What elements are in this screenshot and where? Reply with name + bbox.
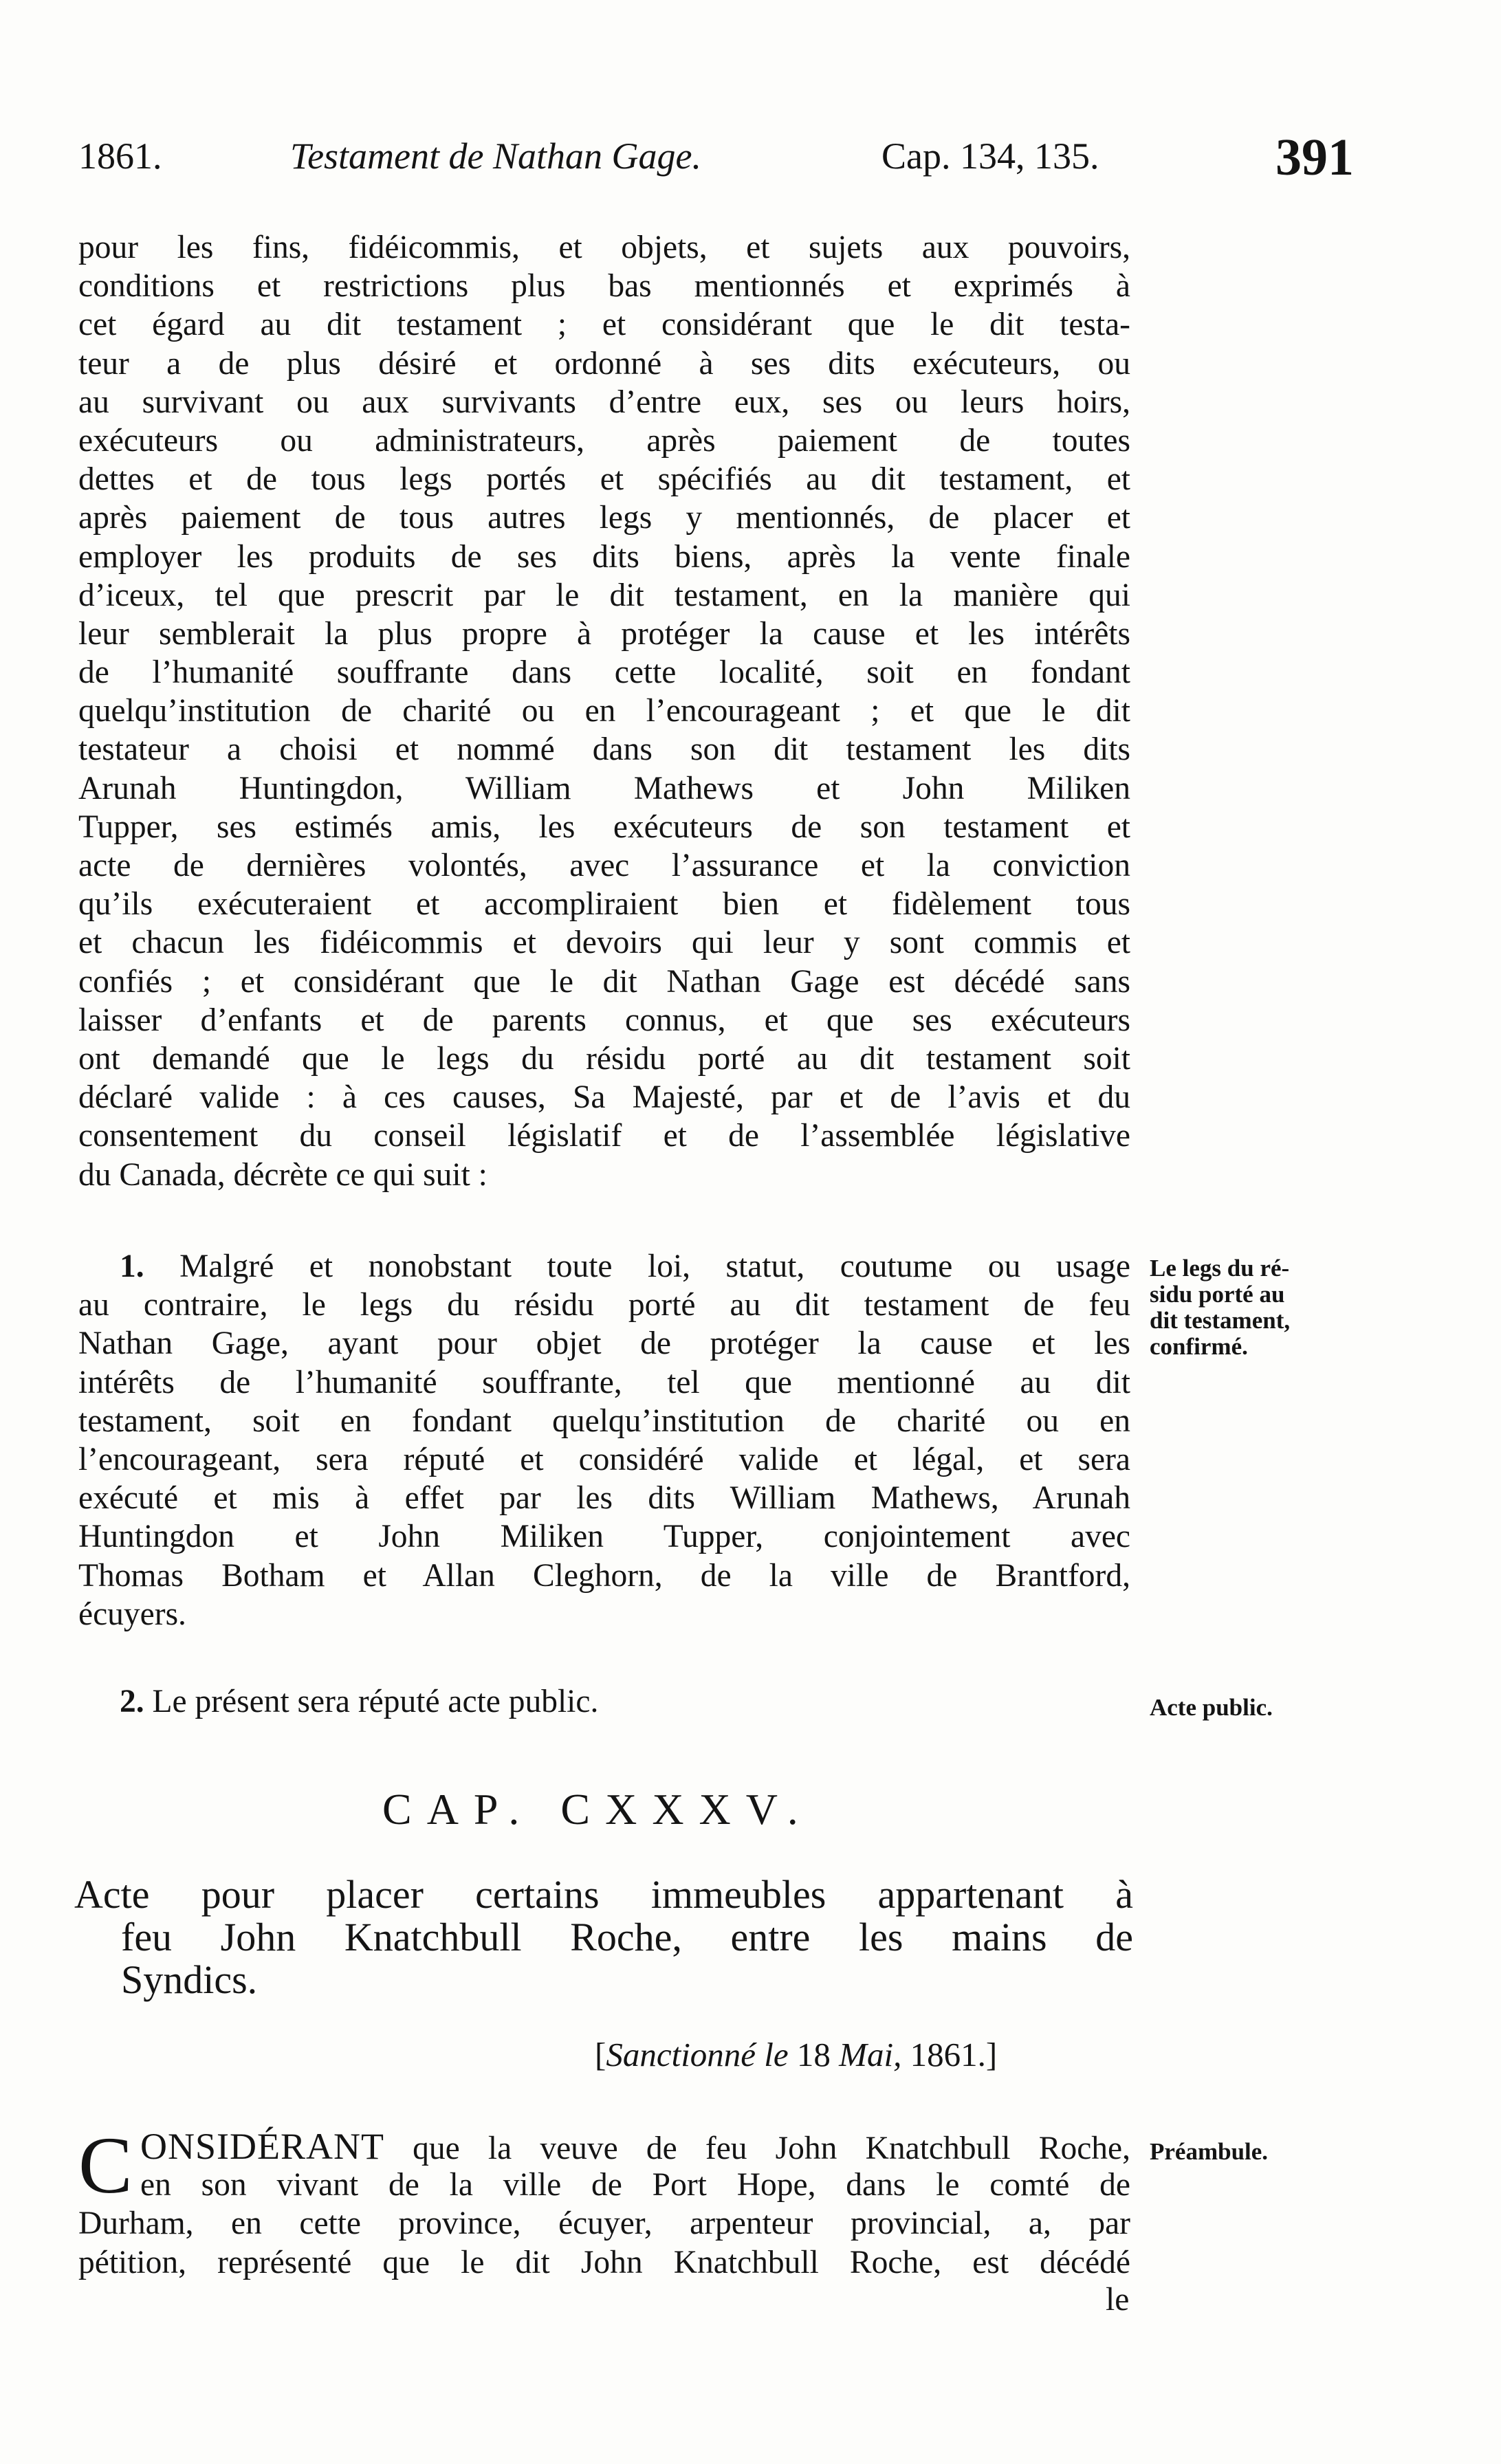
preamble-continued-line: consentement du conseil législatif et de l’assemblée législative [78, 1118, 1130, 1154]
preamble-continued-line: d’iceux, tel que prescrit par le dit testament, en la manière qui [78, 577, 1130, 613]
sanction-year: 1861.] [910, 2036, 998, 2074]
preamble-continued-line: employer les produits de ses dits biens, après la vente finale [78, 538, 1130, 575]
sanction-bracket: [ [595, 2036, 606, 2074]
header-year: 1861. [78, 135, 162, 177]
section-2 [78, 1683, 598, 1720]
drop-cap: C [78, 2120, 133, 2210]
preamble-line: Durham, en cette province, écuyer, arpenteur provincial, a, par [78, 2206, 1130, 2242]
section-1-line: intérêts de l’humanité souffrante, tel que mentionné au dit [78, 1364, 1130, 1400]
section-1-line: écuyers. [78, 1596, 186, 1632]
act-title-line-2: feu John Knatchbull Roche, entre les mains de [121, 1915, 1133, 1959]
margin-note-preambule: Préambule. [1150, 2138, 1269, 2165]
page-number: 391 [1275, 129, 1354, 186]
preamble-continued-line: confiés ; et considérant que le dit Nathan Gage est décédé sans [78, 963, 1130, 1000]
section-2-text: Le présent sera réputé acte public. [152, 1684, 599, 1719]
sanction-label: Sanctionné le [606, 2036, 789, 2074]
preamble-continued-line: Arunah Huntingdon, William Mathews et John Miliken [78, 770, 1130, 806]
section-1-line: testament, soit en fondant quelqu’institution de charité ou en [78, 1402, 1130, 1439]
preamble-continued-line: quelqu’institution de charité ou en l’encourageant ; et que le dit [78, 693, 1130, 729]
preamble-continued-line: déclaré valide : à ces causes, Sa Majesté, par et de l’avis et du [78, 1079, 1130, 1116]
header-title: Testament de Nathan Gage. [290, 135, 701, 177]
preamble-first-word: ONSIDÉRANT [140, 2126, 384, 2167]
margin-note-legs [1150, 1255, 1290, 1360]
catchword: le [1106, 2282, 1130, 2318]
section-1-line: Nathan Gage, ayant pour objet de protéger la cause et les [78, 1326, 1130, 1362]
preamble-continued-line: de l’humanité souffrante dans cette localité, soit en fondant [78, 654, 1130, 691]
margin-note-line: sidu porté au [1150, 1281, 1285, 1308]
preamble-continued-line: teur a de plus désiré et ordonné à ses dits exécuteurs, ou [78, 345, 1130, 382]
act-title-line-1: Acte pour placer certains immeubles appartenant à [74, 1872, 1133, 1917]
section-1-first-line [78, 1247, 1130, 1286]
margin-note-line: confirmé. [1150, 1333, 1248, 1360]
preamble-continued-line: testateur a choisi et nommé dans son dit testament les dits [78, 732, 1130, 768]
act-title-line-3: Syndics. [121, 1957, 258, 2002]
preamble [78, 2120, 1131, 2282]
section-1 [78, 1247, 1130, 1634]
section-1-line: l’encourageant, sera réputé et considéré valide et légal, et sera [78, 1441, 1130, 1477]
header-chapter: Cap. 134, 135. [881, 135, 1099, 177]
preamble-continued-line: du Canada, décrète ce qui suit : [78, 1156, 487, 1193]
preamble-body [78, 2166, 1130, 2282]
margin-note-acte-public: Acte public. [1150, 1694, 1273, 1721]
margin-note-line: dit testament, [1150, 1307, 1291, 1334]
section-1-line: au contraire, le legs du résidu porté au dit testament de feu [78, 1287, 1130, 1323]
preamble-continued-line: acte de dernières volontés, avec l’assurance et la conviction [78, 848, 1130, 883]
preamble-first-rest: que la veuve de feu John Knatchbull Roche, [413, 2131, 1131, 2166]
preamble-continued-line: au survivant ou aux survivants d’entre eux, ses ou leurs hoirs, [78, 384, 1130, 420]
preamble-line: pétition, représenté que le dit John Knatchbull Roche, est décédé [78, 2244, 1130, 2280]
preamble-continued-line: et chacun les fidéicommis et devoirs qui leur y sont commis et [78, 925, 1130, 961]
preamble-continued-line: après paiement de tous autres legs y mentionnés, de placer et [78, 500, 1130, 536]
chapter-heading: CAP. CXXXV. [382, 1785, 813, 1834]
preamble-continued-line: Tupper, ses estimés amis, les exécuteurs de son testament et [78, 808, 1130, 845]
preamble-continued-line: dettes et de tous legs portés et spécifiés au dit testament, et [78, 461, 1130, 498]
section-1-body [78, 1286, 1130, 1634]
preamble-continued-line: cet égard au dit testament ; et considérant que le dit testa- [78, 307, 1130, 343]
margin-note-line: Le legs du ré- [1150, 1255, 1290, 1282]
sanction-month: Mai, [839, 2036, 902, 2074]
section-1-line: exécuté et mis à effet par les dits William Mathews, Arunah [78, 1480, 1130, 1517]
preamble-continued-line: exécuteurs ou administrateurs, après paiement de toutes [78, 422, 1130, 459]
section-1-first-text: Malgré et nonobstant toute loi, statut, coutume ou usage [179, 1248, 1130, 1284]
section-1-number: 1. [120, 1248, 144, 1284]
section-1-line: Huntingdon et John Miliken Tupper, conjointement avec [78, 1519, 1130, 1555]
preamble-first-line [78, 2127, 1130, 2166]
preamble-continued-line: leur semblerait la plus propre à protéger la cause et les intérêts [78, 615, 1130, 652]
sanction-day: 18 [796, 2036, 831, 2074]
preamble-continued-line: qu’ils exécuteraient et accompliraient bien et fidèlement tous [78, 886, 1130, 923]
preamble-continued-line: conditions et restrictions plus bas mentionnés et exprimés à [78, 268, 1130, 305]
sanction-date [595, 2035, 997, 2074]
section-1-line: Thomas Botham et Allan Cleghorn, de la ville de Brantford, [78, 1557, 1130, 1594]
preamble-continued-line: laisser d’enfants et de parents connus, et que ses exécuteurs [78, 1002, 1130, 1038]
preamble-continued [78, 228, 1130, 1194]
preamble-continued-line: ont demandé que le legs du résidu porté au dit testament soit [78, 1040, 1130, 1077]
section-2-number: 2. [120, 1684, 144, 1719]
act-title [74, 1873, 1133, 2001]
preamble-line: en son vivant de la ville de Port Hope, dans le comté de [140, 2167, 1130, 2203]
preamble-continued-line: pour les fins, fidéicommis, et objets, et sujets aux pouvoirs, [78, 230, 1130, 265]
